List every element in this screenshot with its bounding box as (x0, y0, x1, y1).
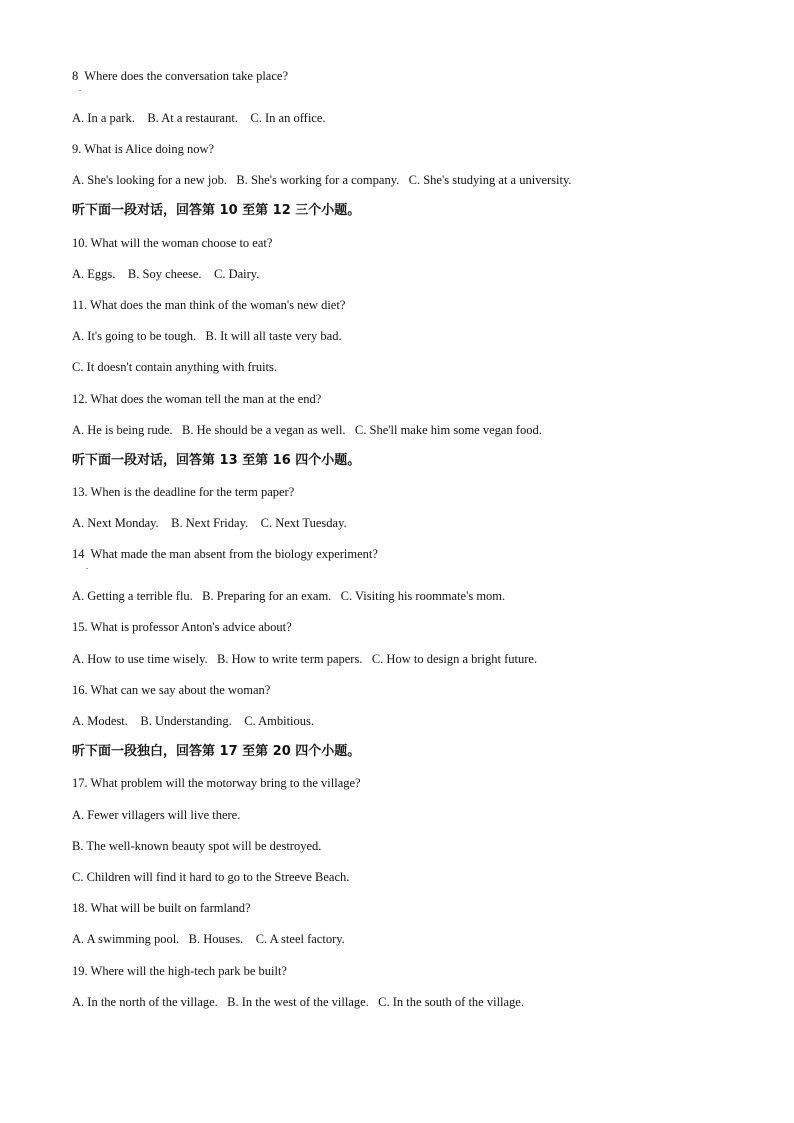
options-16: A. Modest. B. Understanding. C. Ambitious. (72, 714, 315, 728)
option-17-c: C. Children will find it hard to go to the Streeve Beach. (72, 870, 350, 884)
options-14: A. Getting a terrible flu. B. Preparing for an exam. C. Visiting his roommate's mom. (72, 589, 506, 603)
question-16: 16. What can we say about the woman? (72, 683, 271, 697)
options-8: A. In a park. B. At a restaurant. C. In an office. (72, 111, 326, 125)
options-11-ab: A. It's going to be tough. B. It will all taste very bad. (72, 329, 342, 343)
question-18: 18. What will be built on farmland? (72, 901, 251, 915)
stray-mark: . (79, 84, 81, 93)
question-15: 15. What is professor Anton's advice about? (72, 620, 292, 634)
options-13: A. Next Monday. B. Next Friday. C. Next Tuesday. (72, 516, 347, 530)
question-11: 11. What does the man think of the woman's new diet? (72, 298, 346, 312)
options-10: A. Eggs. B. Soy cheese. C. Dairy. (72, 267, 260, 281)
option-17-b: B. The well-known beauty spot will be destroyed. (72, 839, 322, 853)
section-heading-13-16: 听下面一段对话，回答第 13 至第 16 四个小题。 (72, 453, 361, 468)
options-11-c: C. It doesn't contain anything with fruits. (72, 360, 278, 374)
options-18: A. A swimming pool. B. Houses. C. A steel factory. (72, 932, 345, 946)
question-19: 19. Where will the high-tech park be built? (72, 964, 287, 978)
options-15: A. How to use time wisely. B. How to write term papers. C. How to design a bright future. (72, 652, 538, 666)
options-12: A. He is being rude. B. He should be a vegan as well. C. She'll make him some vegan food. (72, 423, 542, 437)
question-17: 17. What problem will the motorway bring to the village? (72, 776, 361, 790)
question-8: 8 Where does the conversation take place? (72, 69, 288, 83)
question-12: 12. What does the woman tell the man at the end? (72, 392, 322, 406)
question-10: 10. What will the woman choose to eat? (72, 236, 273, 250)
question-13: 13. When is the deadline for the term paper? (72, 485, 295, 499)
section-heading-17-20: 听下面一段独白，回答第 17 至第 20 四个小题。 (72, 744, 361, 759)
stray-mark: . (86, 562, 88, 571)
options-9: A. She's looking for a new job. B. She's working for a company. C. She's studying at a university. (72, 173, 572, 187)
options-19: A. In the north of the village. B. In the west of the village. C. In the south of the village. (72, 995, 524, 1009)
section-heading-10-12: 听下面一段对话，回答第 10 至第 12 三个小题。 (72, 203, 361, 218)
question-9: 9. What is Alice doing now? (72, 142, 215, 156)
question-14: 14 What made the man absent from the biology experiment? (72, 547, 378, 561)
option-17-a: A. Fewer villagers will live there. (72, 808, 241, 822)
